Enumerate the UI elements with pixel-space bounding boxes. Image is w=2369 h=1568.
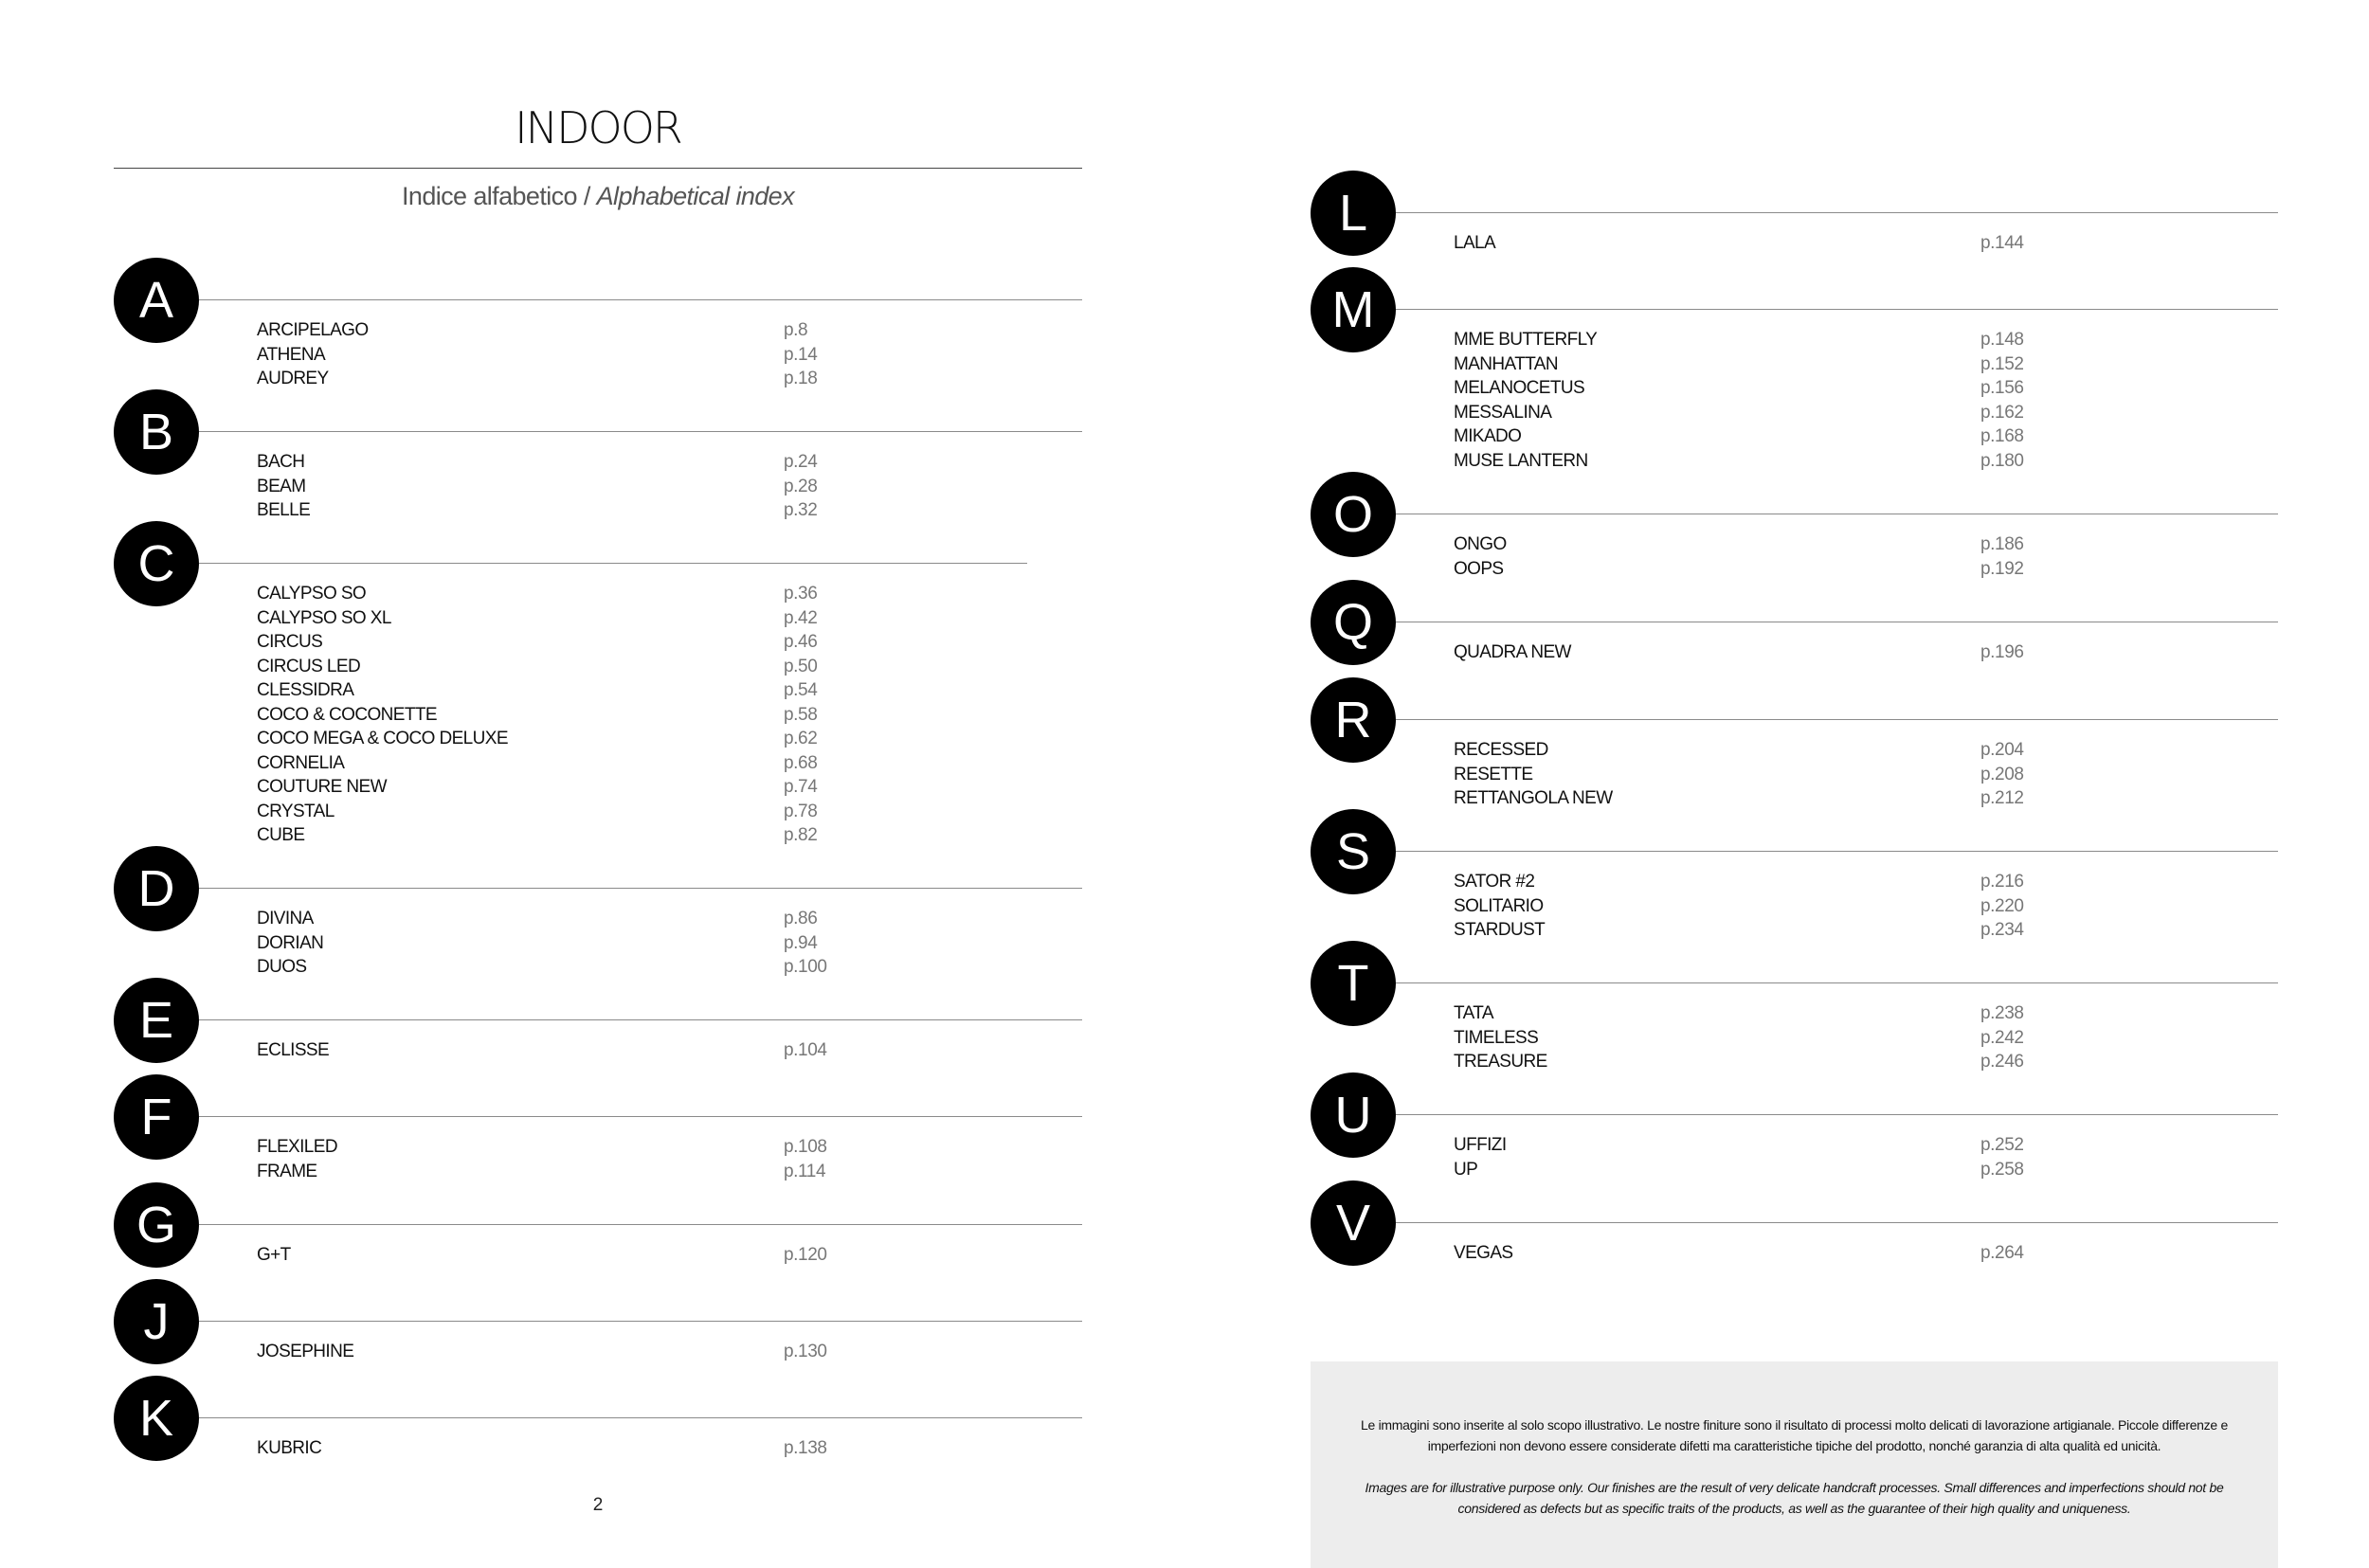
entry-page: p.192	[1980, 558, 2024, 579]
section-divider	[1396, 982, 2278, 983]
letter-badge: S	[1311, 809, 1396, 894]
title-divider	[114, 168, 1082, 169]
disclaimer-english: Images are for illustrative purpose only. Our finishes are the result of very delicate handcraft processes. Small differences and imperfections should not be considered as defects but as specific traits of the products, as well as the guarantee of their high quality and uniqueness.	[1365, 1480, 2224, 1516]
entry-name: COUTURE NEW	[257, 777, 387, 797]
letter-badge: U	[1311, 1072, 1396, 1158]
entry-page: p.54	[784, 680, 818, 700]
letter-badge: F	[114, 1074, 199, 1160]
section-divider	[199, 299, 1082, 300]
entry-page: p.104	[784, 1040, 827, 1060]
entry-page: p.108	[784, 1137, 827, 1157]
disclaimer-italian: Le immagini sono inserite al solo scopo illustrativo. Le nostre finiture sono il risultato di processi molto delicati di lavorazione artigianale. Piccole differenze e imperfezioni non devono essere considerate difetti ma caratteristiche tipiche del prodotto, nonché garanzia di alta qualità ed unicità.	[1361, 1417, 2228, 1453]
entry-page: p.186	[1980, 534, 2024, 554]
entry-page: p.94	[784, 932, 818, 953]
entry-page: p.148	[1980, 330, 2024, 350]
letter-badge: L	[1311, 171, 1396, 256]
entry-page: p.152	[1980, 353, 2024, 374]
entry-name: ONGO	[1454, 534, 1507, 554]
entry-page: p.144	[1980, 233, 2024, 253]
entry-page: p.242	[1980, 1027, 2024, 1048]
section-divider	[1396, 212, 2278, 213]
entry-name: VEGAS	[1454, 1243, 1513, 1263]
entry-page: p.28	[784, 476, 818, 496]
entry-page: p.246	[1980, 1052, 2024, 1072]
entry-page: p.58	[784, 704, 818, 725]
letter-badge: R	[1311, 677, 1396, 763]
letter-badge: E	[114, 978, 199, 1063]
entry-name: SOLITARIO	[1454, 895, 1544, 916]
section-divider	[199, 888, 1082, 889]
entry-name: CORNELIA	[257, 752, 345, 773]
entry-name: JOSEPHINE	[257, 1342, 354, 1361]
section-divider	[1396, 851, 2278, 852]
entry-page: p.264	[1980, 1243, 2024, 1263]
letter-badge: O	[1311, 472, 1396, 557]
section-divider	[1396, 1114, 2278, 1115]
entry-page: p.212	[1980, 788, 2024, 808]
entry-page: p.252	[1980, 1135, 2024, 1155]
entry-name: MUSE LANTERN	[1454, 450, 1588, 471]
section-divider	[1396, 309, 2278, 310]
entry-name: CIRCUS LED	[257, 656, 361, 676]
entry-name: MIKADO	[1454, 426, 1522, 446]
entry-name: RETTANGOLA NEW	[1454, 788, 1613, 808]
subtitle-italian: Indice alfabetico /	[402, 182, 590, 210]
entry-page: p.42	[784, 607, 818, 628]
entry-name: KUBRIC	[257, 1438, 322, 1458]
entry-page: p.234	[1980, 920, 2024, 940]
entry-name: CLESSIDRA	[257, 680, 354, 700]
entry-name: TIMELESS	[1454, 1027, 1539, 1048]
entry-name: BELLE	[257, 500, 311, 520]
section-divider	[199, 1224, 1082, 1225]
entry-name: OOPS	[1454, 558, 1504, 579]
entry-name: BEAM	[257, 476, 306, 496]
entry-page: p.82	[784, 825, 818, 845]
entry-page: p.138	[784, 1438, 827, 1458]
entry-page: p.36	[784, 584, 818, 604]
entry-name: MME BUTTERFLY	[1454, 330, 1598, 350]
entry-name: STARDUST	[1454, 920, 1546, 940]
entry-page: p.14	[784, 344, 818, 365]
entry-name: COCO MEGA & COCO DELUXE	[257, 729, 508, 748]
section-divider	[1396, 1222, 2278, 1223]
entry-name: QUADRA NEW	[1454, 642, 1571, 662]
entry-name: RESETTE	[1454, 764, 1533, 784]
entry-page: p.156	[1980, 378, 2024, 398]
entry-page: p.24	[784, 452, 818, 472]
entry-page: p.258	[1980, 1159, 2024, 1180]
entry-page: p.168	[1980, 426, 2024, 446]
section-divider	[199, 1417, 1082, 1418]
subtitle-english: Alphabetical index	[596, 182, 794, 210]
entry-name: ATHENA	[257, 344, 326, 365]
letter-badge: A	[114, 258, 199, 343]
entry-page: p.114	[784, 1161, 826, 1181]
letter-badge: M	[1311, 267, 1396, 352]
entry-page: p.78	[784, 801, 818, 821]
letter-badge: Q	[1311, 580, 1396, 665]
entry-name: LALA	[1454, 233, 1496, 253]
page-title: INDOOR	[515, 102, 681, 153]
entry-page: p.100	[784, 957, 827, 977]
letter-badge: V	[1311, 1181, 1396, 1266]
entry-name: ECLISSE	[257, 1040, 330, 1060]
page-subtitle	[114, 182, 1082, 211]
entry-page: p.86	[784, 909, 818, 928]
entry-page: p.18	[784, 369, 818, 388]
entry-name: TREASURE	[1454, 1052, 1547, 1072]
entry-page: p.8	[784, 320, 808, 340]
entry-page: p.62	[784, 729, 818, 748]
entry-name: CIRCUS	[257, 632, 323, 652]
entry-page: p.180	[1980, 450, 2024, 471]
disclaimer-box	[1311, 1361, 2278, 1568]
entry-name: SATOR #2	[1454, 872, 1535, 892]
entry-name: DUOS	[257, 957, 307, 977]
entry-name: MANHATTAN	[1454, 353, 1559, 374]
entry-name: CALYPSO SO XL	[257, 607, 391, 628]
letter-badge: C	[114, 521, 199, 606]
entry-name: COCO & COCONETTE	[257, 704, 437, 725]
entry-name: MELANOCETUS	[1454, 378, 1585, 398]
entry-name: DORIAN	[257, 932, 324, 953]
entry-name: ARCIPELAGO	[257, 320, 369, 340]
entry-page: p.120	[784, 1245, 827, 1265]
entry-page: p.74	[784, 777, 818, 797]
section-divider	[199, 1116, 1082, 1117]
page-number: 2	[592, 1495, 604, 1515]
entry-page: p.46	[784, 632, 818, 652]
entry-page: p.50	[784, 656, 818, 676]
entry-page: p.220	[1980, 895, 2024, 916]
entry-name: UFFIZI	[1454, 1135, 1507, 1155]
letter-badge: D	[114, 846, 199, 931]
entry-name: CUBE	[257, 825, 305, 845]
letter-badge: G	[114, 1182, 199, 1268]
section-divider	[199, 563, 1027, 564]
letter-badge: B	[114, 389, 199, 475]
entry-name: BACH	[257, 452, 305, 472]
entry-name: DIVINA	[257, 909, 314, 928]
entry-page: p.68	[784, 752, 818, 773]
entry-name: FLEXILED	[257, 1137, 337, 1157]
entry-name: UP	[1454, 1159, 1478, 1180]
section-divider	[199, 1321, 1082, 1322]
section-divider	[199, 1019, 1082, 1020]
entry-name: RECESSED	[1454, 740, 1548, 760]
entry-page: p.216	[1980, 872, 2024, 892]
section-divider	[199, 431, 1082, 432]
entry-name: MESSALINA	[1454, 402, 1552, 423]
letter-badge: J	[114, 1279, 199, 1364]
entry-name: TATA	[1454, 1003, 1493, 1023]
entry-name: CRYSTAL	[257, 801, 335, 821]
entry-name: AUDREY	[257, 369, 329, 388]
entry-name: CALYPSO SO	[257, 584, 367, 604]
entry-name: G+T	[257, 1245, 291, 1265]
entry-page: p.32	[784, 500, 818, 520]
section-divider	[1396, 719, 2278, 720]
entry-page: p.208	[1980, 764, 2024, 784]
entry-page: p.196	[1980, 642, 2024, 662]
entry-page: p.238	[1980, 1003, 2024, 1023]
letter-badge: K	[114, 1376, 199, 1461]
entry-page: p.130	[784, 1342, 827, 1361]
entry-page: p.162	[1980, 402, 2024, 423]
entry-name: FRAME	[257, 1161, 317, 1181]
entry-page: p.204	[1980, 740, 2024, 760]
letter-badge: T	[1311, 941, 1396, 1026]
